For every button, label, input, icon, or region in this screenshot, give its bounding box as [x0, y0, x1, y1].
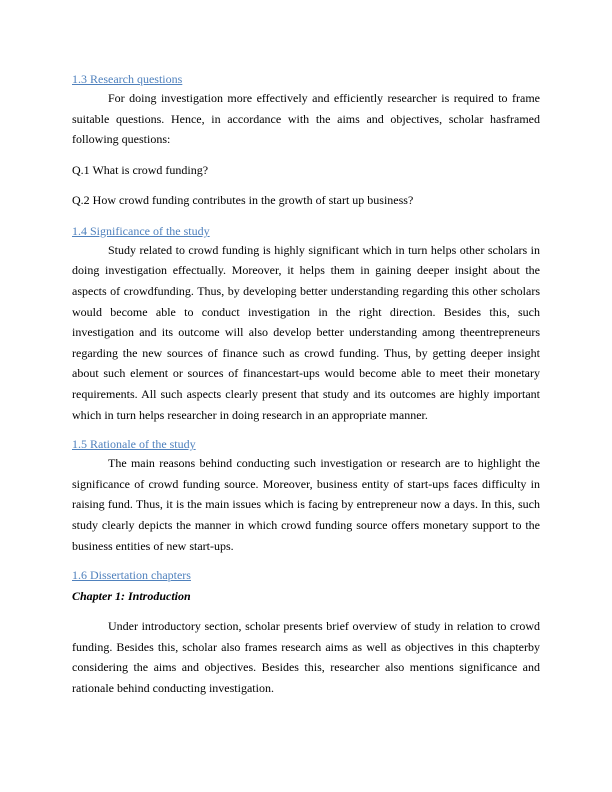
question-2: Q.2 How crowd funding contributes in the growth of start up business? [72, 192, 414, 207]
paragraph-rationale: The main reasons behind conducting such investigation or research are to highlight the significance of crowd funding source. Moreover, business entity of start-ups faces difficulty in raising fund. Thus, it is the main issues which is facing by entrepreneur now a days. In this, such study clearly depicts the manner in which crowd funding source offers monetary support to the business entities of new start-ups. [72, 456, 540, 553]
chapter-1-title: Chapter 1: Introduction [72, 589, 191, 604]
heading-rationale: 1.5 Rationale of the study [72, 437, 196, 452]
paragraph-significance: Study related to crowd funding is highly significant which in turn helps other scholars in doing investigation effectually. Moreover, it helps them in gaining deeper insight about the aspects of crowdfunding. Thus, by developing better understanding regarding this other scholars would become able to conduct investigation in the right direction. Besides this, such investigation and its outcome will also develop better understanding among theentrepreneurs regarding the new sources of finance such as crowd funding. Thus, by getting deeper insight about such element or sources of financestart-ups would become able to meet their monetary requirements. All such aspects clearly present that study and its outcomes are highly important which in turn helps researcher in doing research in an appropriate manner. [72, 242, 540, 422]
heading-significance: 1.4 Significance of the study [72, 223, 210, 238]
document-page [72, 70, 540, 698]
paragraph-research-questions: For doing investigation more effectively and efficiently researcher is required to frame suitable questions. Hence, in accordance with the aims and objectives, scholar hasframed following questions: [72, 91, 540, 147]
heading-dissertation-chapters: 1.6 Dissertation chapters [72, 568, 191, 583]
question-1: Q.1 What is crowd funding? [72, 162, 209, 177]
paragraph-chapter-1: Under introductory section, scholar presents brief overview of study in relation to crowd funding. Besides this, scholar also frames research aims as well as objectives in this chapterby considering the aims and objectives. Besides this, researcher also mentions significance and rationale behind conducting investigation. [72, 619, 540, 695]
heading-research-questions: 1.3 Research questions [72, 72, 183, 86]
